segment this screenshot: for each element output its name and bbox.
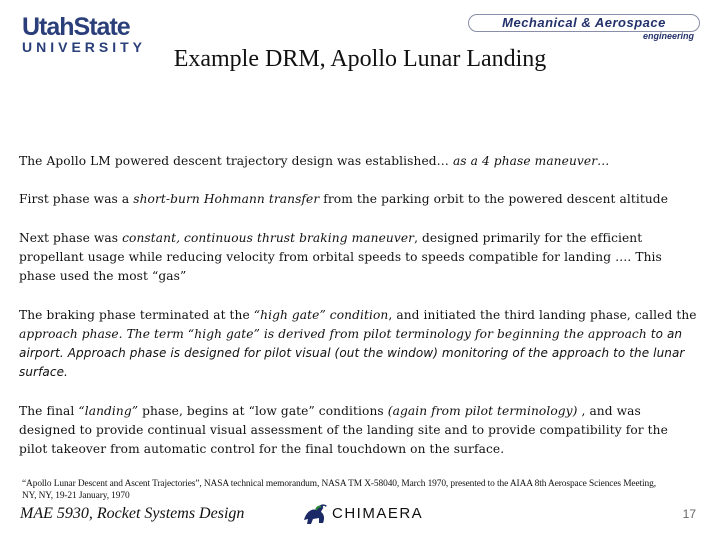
paragraph-text: First phase was a [19, 192, 134, 206]
paragraph-text: The braking phase terminated at the [19, 308, 254, 322]
paragraph-text: The final [19, 404, 79, 418]
paragraph-emphasis: as a 4 phase maneuver… [452, 154, 610, 168]
paragraph-text: , designed primarily for the efficient propellant usage while reducing velocity from orbital speeds to speeds compatible for landing …. This phase used the most “gas” [19, 231, 662, 283]
slide-title: Example DRM, Apollo Lunar Landing [173, 46, 547, 72]
chimaera-creature-icon [300, 498, 330, 528]
paragraph-landing-phase [19, 402, 699, 459]
usu-logo-university: UNIVERSITY [22, 39, 147, 55]
paragraph-text: Next phase was [19, 231, 123, 245]
paragraph-emphasis: constant, continuous thrust braking maneuver [122, 231, 415, 245]
usu-logo-wordmark: UtahState [22, 13, 130, 41]
paragraph-text: , and initiated the third landing phase, called the [388, 308, 697, 322]
chimaera-label: CHIMAERA [332, 505, 424, 522]
paragraph-emphasis: “landing” [78, 404, 139, 418]
paragraph-emphasis-sans: to an airport. Approach phase is designed for pilot visual (out the window) monitoring of the approach to the lunar surface. [19, 327, 685, 379]
paragraph-emphasis: short-burn Hohmann transfer [133, 192, 320, 206]
chimaera-logo [300, 498, 424, 528]
paragraph-overview [19, 152, 699, 171]
paragraph-braking-phase [19, 229, 699, 286]
paragraph-emphasis: “high gate” condition [253, 308, 389, 322]
mae-logo-title: Mechanical & Aerospace [468, 14, 700, 32]
paragraph-emphasis: (again from pilot terminology) [387, 404, 578, 418]
mae-logo-subtitle: engineering [642, 31, 694, 41]
paragraph-emphasis: approach phase. The term “high gate” is derived from pilot terminology for beginning the approach [19, 327, 647, 341]
reference-citation: “Apollo Lunar Descent and Ascent Trajectories”, NASA technical memorandum, NASA TM X-58040, March 1970, presented to the AIAA 8th Aerospace Sciences Meeting, NY, NY, 19-21 January, 1970 [22, 479, 656, 501]
paragraph-text: , and was designed to provide continual visual assessment of the landing site and to provide compatibility for the pilot takeover from automatic control for the final touchdown on the surface. [19, 404, 668, 456]
paragraph-text: The Apollo LM powered descent trajectory design was established… [19, 154, 453, 168]
mae-logo [468, 14, 700, 40]
paragraph-approach-phase [19, 306, 699, 382]
paragraph-text: from the parking orbit to the powered descent altitude [319, 192, 669, 206]
page-number: 17 [682, 507, 696, 521]
course-title: MAE 5930, Rocket Systems Design [20, 505, 245, 522]
paragraph-text: phase, begins at “low gate” conditions [138, 404, 388, 418]
paragraph-first-phase [19, 190, 699, 209]
